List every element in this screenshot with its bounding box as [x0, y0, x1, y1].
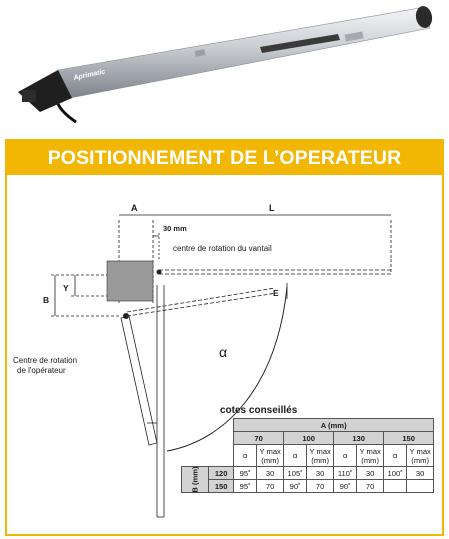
operator-rotation-label-line2: de l'opérateur	[17, 366, 66, 375]
col-ymax: Y max (mm)	[307, 445, 334, 467]
section-title: POSITIONNEMENT DE L’OPERATEUR	[7, 141, 442, 175]
b-header: B (mm)	[182, 467, 209, 493]
offset-30mm-label: 30 mm	[163, 224, 187, 233]
table-cell	[384, 480, 407, 493]
a-value-130: 130	[334, 432, 384, 445]
leaf-pivot-point	[157, 270, 162, 275]
dimension-b-label: B	[43, 295, 50, 305]
b-value: 150	[209, 480, 234, 493]
a-value-70: 70	[234, 432, 284, 445]
a-value-100: 100	[284, 432, 334, 445]
cotes-title: cotes conseillés	[220, 405, 298, 416]
col-alpha: α	[384, 445, 407, 467]
table-row	[182, 480, 434, 493]
table-cell: 70	[357, 480, 384, 493]
table-cell: 30	[407, 467, 434, 480]
table-cell: 95˚	[234, 467, 257, 480]
table-cell: 30	[257, 467, 284, 480]
a-header: A (mm)	[234, 419, 434, 432]
table-cell: 100˚	[384, 467, 407, 480]
col-alpha: α	[334, 445, 357, 467]
dimension-e-label: E	[273, 288, 279, 298]
table-row	[182, 467, 434, 480]
operator-body	[58, 5, 434, 98]
col-alpha: α	[234, 445, 257, 467]
operator-pivot-point	[123, 313, 129, 319]
positioning-panel	[5, 139, 444, 536]
b-value: 120	[209, 467, 234, 480]
table-row	[182, 419, 434, 432]
operator-rotation-label-line1: Centre de rotation	[13, 356, 78, 365]
pillar-block	[107, 261, 153, 301]
product-logo: Aprimatic	[72, 68, 107, 82]
cotes-table	[181, 418, 434, 493]
dimension-l-label: L	[269, 203, 275, 213]
table-cell: 70	[257, 480, 284, 493]
table-cell: 90˚	[334, 480, 357, 493]
table-cell	[407, 480, 434, 493]
table-cell: 70	[307, 480, 334, 493]
table-cell: 30	[357, 467, 384, 480]
dimension-y-label: Y	[63, 283, 69, 293]
table-cell: 30	[307, 467, 334, 480]
dimension-a-label: A	[131, 203, 138, 213]
col-ymax: Y max (mm)	[257, 445, 284, 467]
col-alpha: α	[284, 445, 307, 467]
col-ymax: Y max (mm)	[357, 445, 384, 467]
table-cell: 90˚	[284, 480, 307, 493]
table-cell: 110˚	[334, 467, 357, 480]
table-cell: 105˚	[284, 467, 307, 480]
table-cell: 95˚	[234, 480, 257, 493]
table-row	[182, 445, 434, 467]
product-photo	[0, 0, 449, 130]
angle-alpha-label: α	[219, 344, 228, 360]
col-ymax: Y max (mm)	[407, 445, 434, 467]
a-value-150: 150	[384, 432, 434, 445]
leaf-rotation-label: centre de rotation du vantail	[173, 244, 272, 253]
table-row	[182, 432, 434, 445]
